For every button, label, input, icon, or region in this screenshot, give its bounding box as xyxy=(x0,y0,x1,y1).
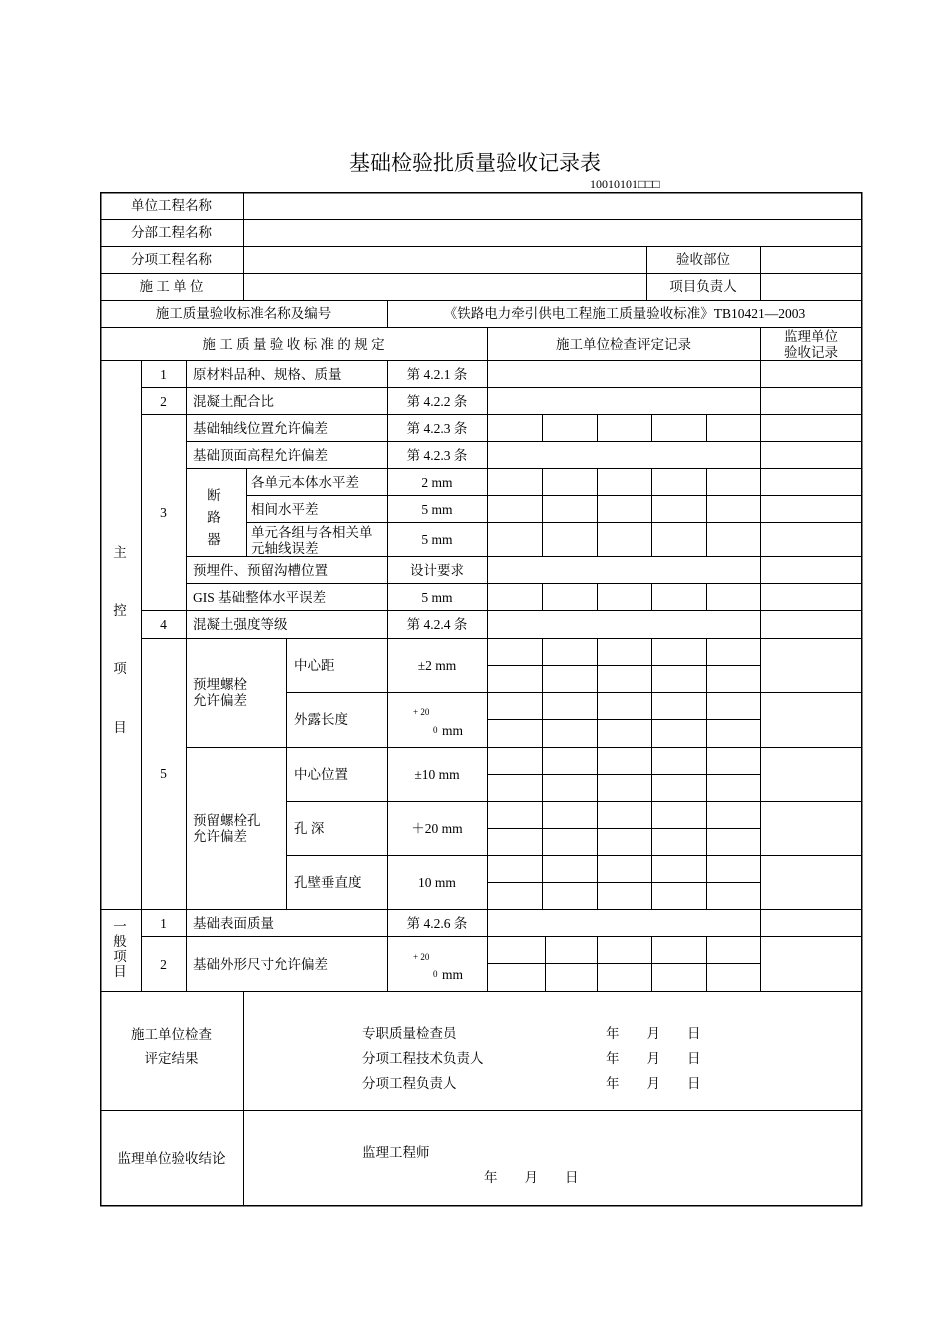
group-label-line2: 允许偏差 xyxy=(193,693,247,708)
item-standard: 第 4.2.4 条 xyxy=(406,617,468,632)
item-number: 2 xyxy=(160,957,167,972)
form-code: 10010101□□□ xyxy=(590,177,660,191)
item-standard: 5 mm xyxy=(421,502,453,517)
supervision-header-line2: 验收记录 xyxy=(784,345,838,360)
item-standard: 第 4.2.3 条 xyxy=(406,448,468,463)
unit-project-label: 单位工程名称 xyxy=(131,198,212,213)
breaker-label-char: 断 xyxy=(207,488,221,503)
group-label-line2: 允许偏差 xyxy=(193,829,247,844)
tolerance-upper: + 20 xyxy=(413,952,430,962)
main-label-char: 主 xyxy=(113,545,127,560)
construction-unit-label: 施 工 单 位 xyxy=(139,279,204,294)
item-name: 基础顶面高程允许偏差 xyxy=(193,448,328,463)
supervision-header-line1: 监理单位 xyxy=(784,329,838,344)
project-manager-label: 项目负责人 xyxy=(669,279,737,294)
item-name: 基础外形尺寸允许偏差 xyxy=(193,957,328,972)
tech-lead-label: 分项工程技术负责人 xyxy=(362,1051,484,1066)
item-standard: 10 mm xyxy=(418,875,456,890)
item-name: 孔 深 xyxy=(294,821,325,836)
item-name: GIS 基础整体水平误差 xyxy=(193,590,327,605)
item-name: 相间水平差 xyxy=(251,502,319,517)
breaker-label-char: 路 xyxy=(207,510,221,525)
general-label-char: 目 xyxy=(113,964,127,979)
item-standard: 第 4.2.6 条 xyxy=(406,916,468,931)
item-name-line2: 元轴线误差 xyxy=(251,541,319,556)
item-standard: ±2 mm xyxy=(417,658,457,673)
division-project-label: 分部工程名称 xyxy=(131,225,212,240)
check-result-label-line1: 施工单位检查 xyxy=(131,1027,212,1042)
standard-label: 施工质量验收标准名称及编号 xyxy=(155,306,332,321)
item-number: 4 xyxy=(160,617,167,632)
item-standard: ＋20 mm xyxy=(411,821,463,836)
item-standard: 第 4.2.3 条 xyxy=(406,421,468,436)
engineer-date: 年 月 日 xyxy=(484,1170,579,1185)
tech-lead-date: 年 月 日 xyxy=(606,1051,701,1066)
item-name: 混凝土强度等级 xyxy=(193,617,288,632)
item-standard: 5 mm xyxy=(421,532,453,547)
item-name: 外露长度 xyxy=(294,712,348,727)
general-label-char: 般 xyxy=(113,934,127,949)
item-name: 中心位置 xyxy=(294,767,348,782)
acceptance-part-label: 验收部位 xyxy=(676,252,730,267)
item-name: 中心距 xyxy=(294,658,335,673)
engineer-label: 监理工程师 xyxy=(362,1145,430,1160)
item-name-line1: 单元各组与各相关单 xyxy=(251,525,373,540)
item-standard: 设计要求 xyxy=(410,563,464,578)
item-number: 5 xyxy=(160,766,167,781)
tolerance-lower: 0 xyxy=(433,969,438,979)
main-label-char: 控 xyxy=(113,603,127,618)
standard-value: 《铁路电力牵引供电工程施工质量验收标准》TB10421—2003 xyxy=(443,306,806,321)
inspector-date: 年 月 日 xyxy=(606,1026,701,1041)
construction-check-header: 施工单位检查评定记录 xyxy=(556,337,691,352)
item-name: 孔壁垂直度 xyxy=(294,875,362,890)
sub-lead-label: 分项工程负责人 xyxy=(362,1076,457,1091)
item-standard: ±10 mm xyxy=(414,767,460,782)
general-label-char: 项 xyxy=(113,949,127,964)
item-name: 预埋件、预留沟槽位置 xyxy=(193,563,328,578)
item-standard: 5 mm xyxy=(421,590,453,605)
main-label-char: 目 xyxy=(113,720,127,735)
item-name: 基础轴线位置允许偏差 xyxy=(193,421,328,436)
tolerance-unit: mm xyxy=(442,967,464,982)
main-label-char: 项 xyxy=(113,661,127,676)
tolerance-upper: + 20 xyxy=(413,707,430,717)
group-label-line1: 预留螺栓孔 xyxy=(193,813,261,828)
item-number: 1 xyxy=(160,367,167,382)
item-number: 1 xyxy=(160,916,167,931)
sub-lead-date: 年 月 日 xyxy=(606,1076,701,1091)
item-number: 3 xyxy=(160,505,167,520)
tolerance-unit: mm xyxy=(442,723,464,738)
tolerance-lower: 0 xyxy=(433,725,438,735)
supervision-conclusion-label: 监理单位验收结论 xyxy=(117,1151,226,1166)
page-title: 基础检验批质量验收记录表 xyxy=(349,151,601,175)
item-standard: 第 4.2.2 条 xyxy=(406,394,468,409)
general-label-char: 一 xyxy=(113,919,127,934)
item-standard: 第 4.2.1 条 xyxy=(406,367,468,382)
item-name: 各单元本体水平差 xyxy=(251,475,359,490)
provisions-header: 施 工 质 量 验 收 标 准 的 规 定 xyxy=(202,337,385,352)
subdivision-project-label: 分项工程名称 xyxy=(131,252,212,267)
item-name: 基础表面质量 xyxy=(193,916,274,931)
group-label-line1: 预埋螺栓 xyxy=(193,677,247,692)
item-name: 混凝土配合比 xyxy=(193,394,274,409)
item-name: 原材料品种、规格、质量 xyxy=(193,367,342,382)
breaker-label-char: 器 xyxy=(207,532,221,547)
inspector-label: 专职质量检查员 xyxy=(362,1026,457,1041)
check-result-label-line2: 评定结果 xyxy=(144,1051,199,1066)
item-number: 2 xyxy=(160,394,167,409)
item-standard: 2 mm xyxy=(421,475,453,490)
